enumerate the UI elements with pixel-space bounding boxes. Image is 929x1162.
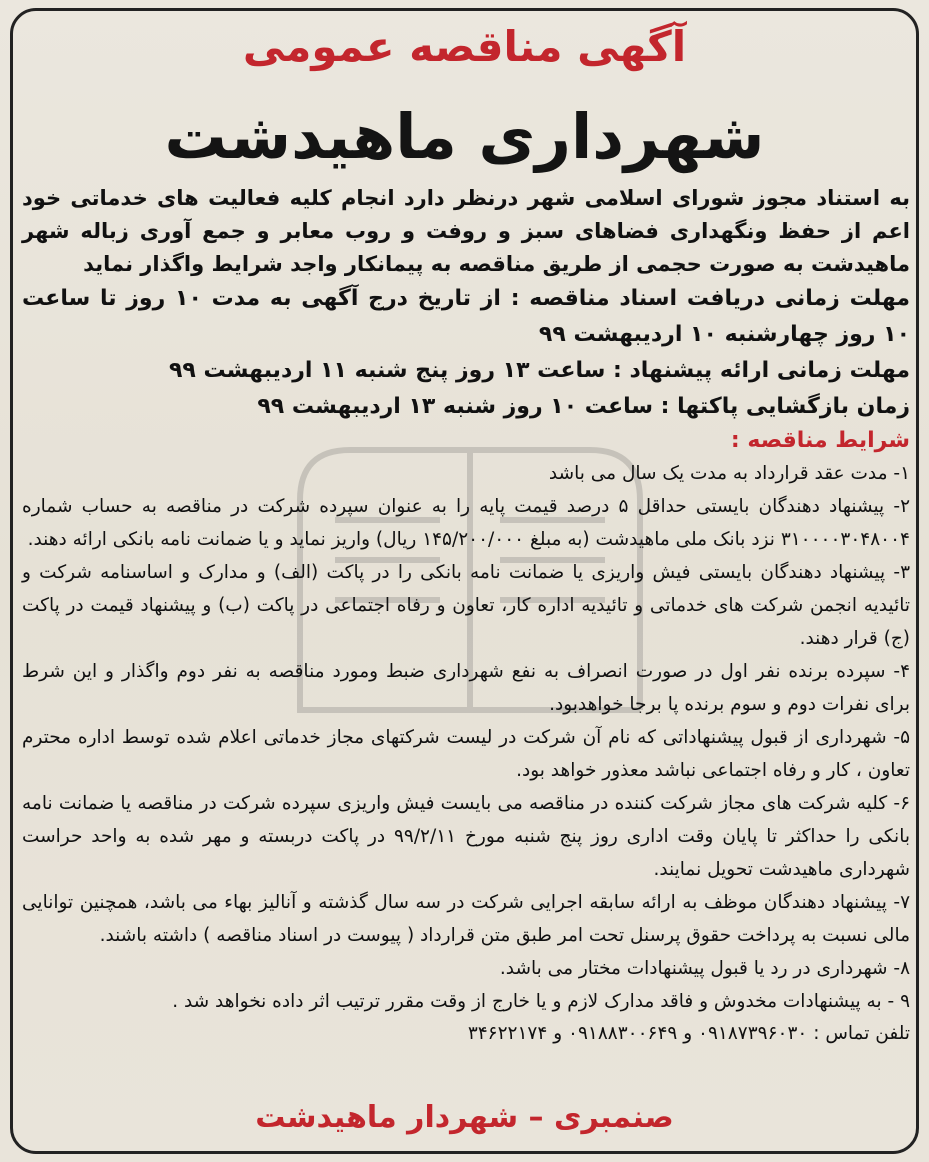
- notice-title: آگهی مناقصه عمومی: [242, 22, 687, 71]
- deadline-document-receipt: مهلت زمانی دریافت اسناد مناقصه : از تاریخ درج آگهی به مدت ۱۰ روز تا ساعت ۱۰ روز چهارشنبه ۱۰ اردیبهشت ۹۹: [22, 286, 911, 347]
- condition-item: ۳- پیشنهاد دهندگان بایستی فیش واریزی یا ضمانت نامه بانکی را در پاکت (الف) و مدارک و اساسنامه شرکت و تائیدیه انجمن شرکت های خدماتی و تائیدیه اداره کار، تعاون و رفاه اجتماعی در پاکت (ب) و پیشنهاد قیمت در پاکت (ج) قرار دهند.: [22, 562, 910, 649]
- condition-item: ۴- سپرده برنده نفر اول در صورت انصراف به نفع شهرداری ضبط ومورد مناقصه به نفر دوم واگذار و این شرط برای نفرات دوم و سوم برنده پا برجا خواهدبود.: [22, 661, 910, 715]
- contact-phones: تلفن تماس : ۰۹۱۸۷۳۹۶۰۳۰ و ۰۹۱۸۸۳۰۰۶۴۹ و ۳۴۶۲۲۱۷۴: [467, 1023, 910, 1044]
- intro-paragraph: به استناد مجوز شورای اسلامی شهر درنظر دارد انجام کلیه فعالیت های خدماتی خود اعم از حفظ ونگهداری فضاهای سبز و روفت و روب معابر و جمع آوری زباله شهر ماهیدشت به صورت حجمی از طریق مناقصه به پیمانکار واجد شرایط واگذار نماید: [22, 186, 910, 276]
- condition-item: ۲- پیشنهاد دهندگان بایستی حداقل ۵ درصد قیمت پایه را به عنوان سپرده شرکت در مناقصه به حساب شماره ۳۱۰۰۰۰۳۰۴۸۰۰۴ نزد بانک ملی ماهیدشت (به مبلغ ۱۴۵/۲۰۰/۰۰۰ ریال) واریز نماید و یا ضمانت نامه بانکی ارائه دهند.: [22, 496, 910, 550]
- notice-body: [22, 182, 910, 1050]
- condition-item: ۹ - به پیشنهادات مخدوش و فاقد مدارک لازم و یا خارج از وقت مقرر ترتیب اثر داده نخواهد شد .: [172, 991, 910, 1012]
- envelope-opening-time: زمان بازگشایی پاکتها : ساعت ۱۰ روز شنبه ۱۳ اردیبهشت ۹۹: [257, 394, 910, 419]
- condition-item: ۱- مدت عقد قرارداد به مدت یک سال می باشد: [548, 463, 910, 484]
- conditions-heading: شرایط مناقصه :: [730, 428, 910, 453]
- condition-item: ۷- پیشنهاد دهندگان موظف به ارائه سابقه اجرایی شرکت در سه سال گذشته و آنالیز بهاء می باشد، همچنین توانایی مالی نسبت به پرداخت حقوق پرسنل تحت امر طبق متن قرارداد ( پیوست در اسناد مناقصه ) داشته باشند.: [22, 892, 910, 946]
- signature: صنمبری – شهردار ماهیدشت: [255, 1100, 674, 1135]
- organization-name: شهرداری ماهیدشت: [164, 100, 765, 173]
- condition-item: ۶- کلیه شرکت های مجاز شرکت کننده در مناقصه می بایست فیش واریزی سپرده شرکت در مناقصه یا ضمانت نامه بانکی را حداکثر تا پایان وقت اداری روز پنج شنبه مورخ ۹۹/۲/۱۱ در پاکت دربسته و مهر شده به واحد حراست شهرداری ماهیدشت تحویل نمایند.: [22, 793, 910, 880]
- condition-item: ۸- شهرداری در رد یا قبول پیشنهادات مختار می باشد.: [499, 958, 910, 979]
- condition-item: ۵- شهرداری از قبول پیشنهاداتی که نام آن شرکت در لیست شرکتهای مجاز خدماتی اعلام شده توسط اداره محترم تعاون ، کار و رفاه اجتماعی نباشد معذور خواهد بود.: [22, 727, 910, 781]
- deadline-proposal-submission: مهلت زمانی ارائه پیشنهاد : ساعت ۱۳ روز پنج شنبه ۱۱ اردیبهشت ۹۹: [168, 358, 910, 383]
